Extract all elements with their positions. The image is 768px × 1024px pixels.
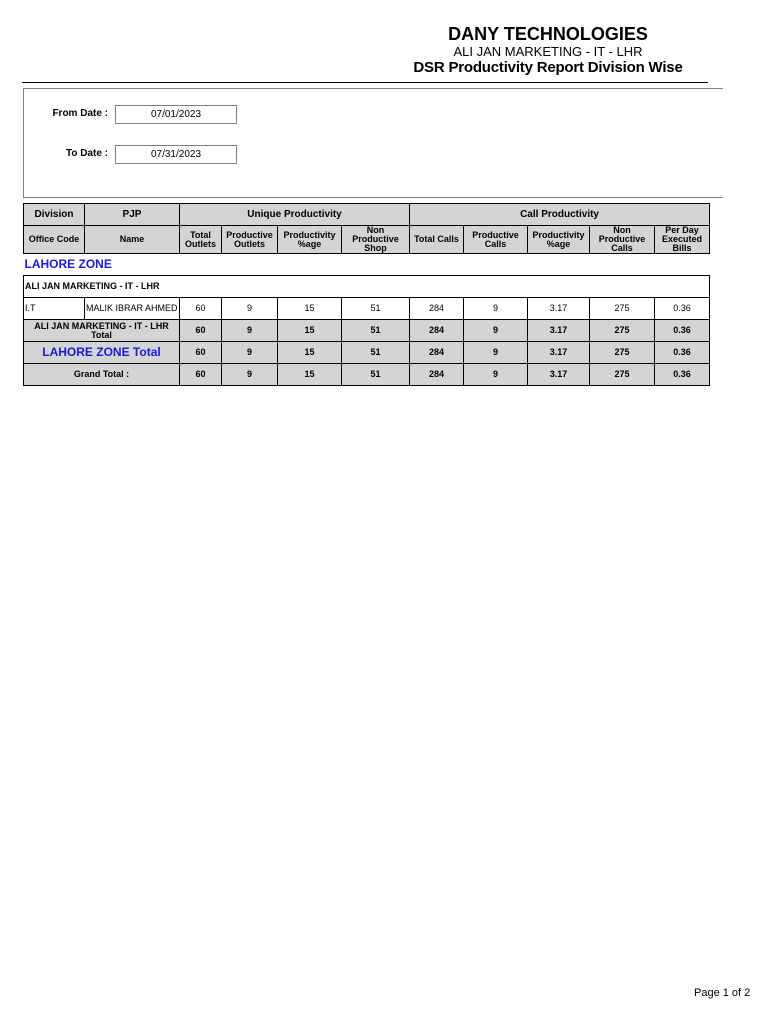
total-cell: 3.17 [528,320,590,342]
group-row [24,276,710,298]
total-cell: 3.17 [528,342,590,364]
total-cell: 0.36 [655,342,710,364]
grand-total-row [24,364,710,386]
value-cell: 9 [464,298,528,320]
value-cell: 0.36 [655,298,710,320]
total-cell: 15 [278,320,342,342]
column-header: Name [85,226,180,254]
column-header: Office Code [24,226,85,254]
table-row [24,298,710,320]
total-cell: 3.17 [528,364,590,386]
total-cell: 275 [590,320,655,342]
column-header: Productive Outlets [222,226,278,254]
pjp-header: PJP [85,204,180,226]
value-cell: 15 [278,298,342,320]
office-code-cell: I.T [24,298,85,320]
total-cell: 275 [590,342,655,364]
total-cell: 9 [222,342,278,364]
zone-total-label: LAHORE ZONE Total [24,342,180,364]
total-cell: 275 [590,364,655,386]
total-cell: 9 [222,364,278,386]
header-divider [22,82,708,83]
total-cell: 9 [464,320,528,342]
total-cell: 284 [410,342,464,364]
column-header: Non Productive Shop [342,226,410,254]
report-title: DSR Productivity Report Division Wise [413,59,683,76]
total-cell: 284 [410,320,464,342]
total-cell: 60 [180,364,222,386]
from-date-label: From Date : [52,108,108,119]
grand-total-label: Grand Total : [24,364,180,386]
subcompany-name: ALI JAN MARKETING - IT - LHR [453,44,643,59]
total-cell: 9 [464,342,528,364]
name-cell: MALIK IBRAR AHMED [85,298,180,320]
division-header: Division [24,204,85,226]
group-label: ALI JAN MARKETING - IT - LHR [24,276,710,298]
to-date-label: To Date : [65,148,108,159]
unique-productivity-header: Unique Productivity [180,204,410,226]
value-cell: 9 [222,298,278,320]
column-header: Productive Calls [464,226,528,254]
total-cell: 60 [180,342,222,364]
call-productivity-header: Call Productivity [410,204,710,226]
total-cell: 0.36 [655,320,710,342]
total-cell: 51 [342,342,410,364]
value-cell: 275 [590,298,655,320]
total-cell: 51 [342,364,410,386]
total-cell: 9 [464,364,528,386]
parameter-panel [23,88,723,198]
from-date-field[interactable]: 07/01/2023 [115,105,237,124]
group-total-row [24,320,710,342]
total-cell: 9 [222,320,278,342]
value-cell: 284 [410,298,464,320]
column-header: Non Productive Calls [590,226,655,254]
to-date-field[interactable]: 07/31/2023 [115,145,237,164]
zone-row [24,254,710,276]
column-header-row [24,226,710,254]
total-cell: 0.36 [655,364,710,386]
group-header-row [24,204,710,226]
productivity-table [23,203,710,386]
column-header: Total Outlets [180,226,222,254]
column-header: Per Day Executed Bills [655,226,710,254]
column-header: Productivity %age [528,226,590,254]
page-number: Page 1 of 2 [694,987,751,999]
company-name: DANY TECHNOLOGIES [448,24,648,44]
total-cell: 60 [180,320,222,342]
total-cell: 51 [342,320,410,342]
total-cell: 15 [278,364,342,386]
zone-total-row [24,342,710,364]
value-cell: 51 [342,298,410,320]
group-total-label: ALI JAN MARKETING - IT - LHR Total [24,320,180,342]
value-cell: 60 [180,298,222,320]
total-cell: 284 [410,364,464,386]
column-header: Productivity %age [278,226,342,254]
value-cell: 3.17 [528,298,590,320]
zone-label: LAHORE ZONE [24,256,112,271]
column-header: Total Calls [410,226,464,254]
total-cell: 15 [278,342,342,364]
